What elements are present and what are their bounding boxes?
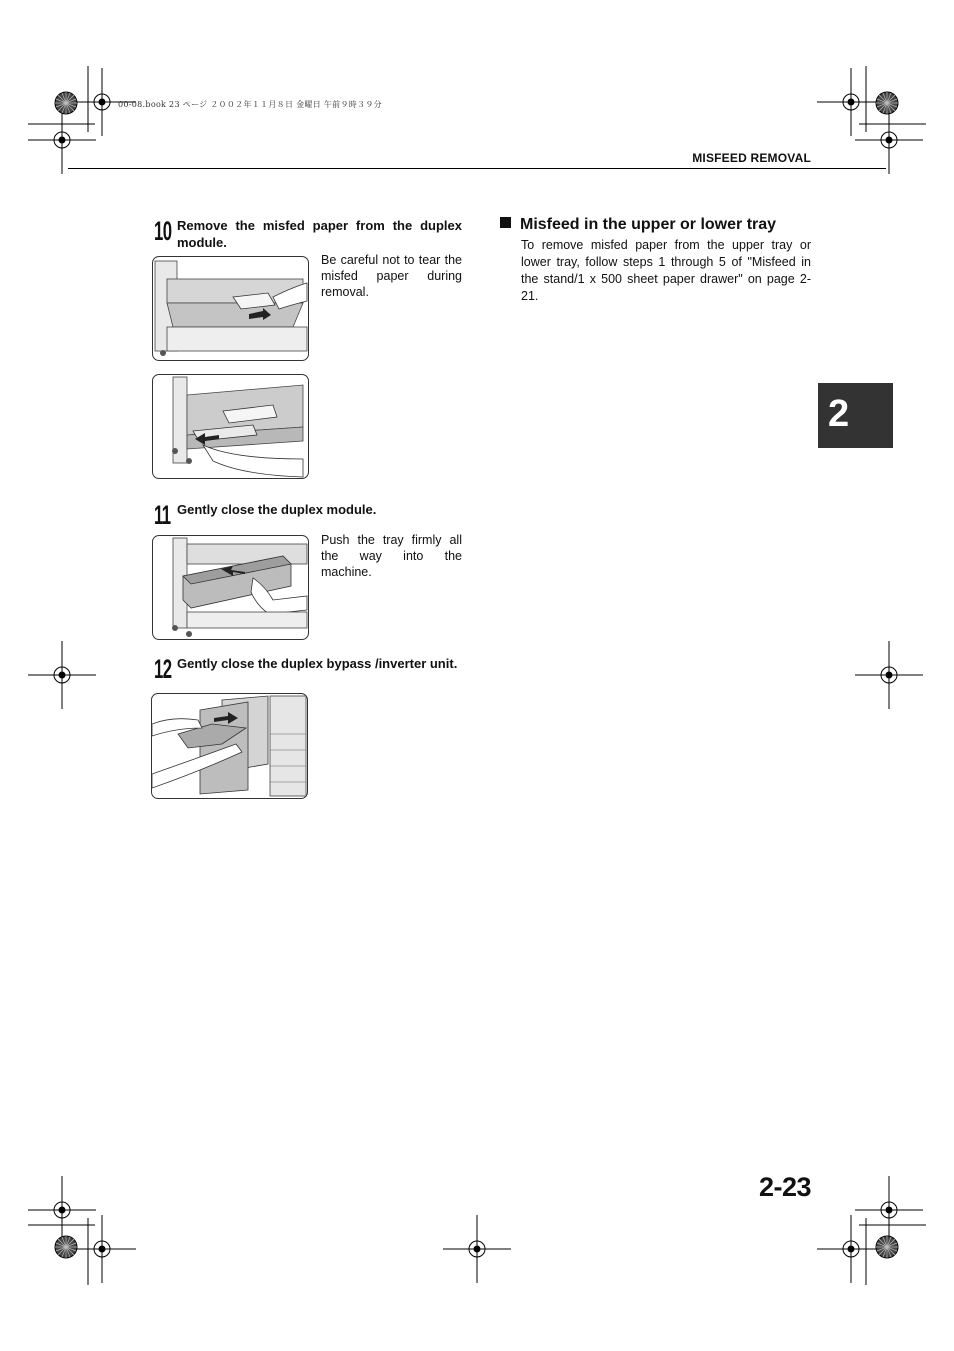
subsection-body: To remove misfed paper from the upper tray or lower tray, follow steps 1 through 5 of "Misfeed in the stand/1 x 500 sheet paper drawer" on page 2-21. (521, 238, 811, 303)
illustration-duplex-misfeed-2 (152, 374, 309, 479)
square-bullet-icon (500, 217, 511, 228)
section-title: MISFEED REMOVAL (692, 151, 811, 165)
print-info: 00-08.book 23 ページ ２００２年１１月８日 金曜日 午前９時３９分 (118, 100, 382, 109)
step-number: 10 (154, 216, 172, 246)
step-number: 12 (154, 654, 172, 684)
step-number: 11 (154, 500, 171, 530)
step-title: Gently close the duplex module. (177, 502, 377, 517)
illustration-close-duplex-module (152, 535, 309, 640)
chapter-number: 2 (828, 393, 850, 435)
page-number: 2-23 (758, 1172, 811, 1202)
step-note: Be careful not to tear the misfed paper during removal. (321, 253, 462, 299)
subsection-title: Misfeed in the upper or lower tray (520, 216, 777, 233)
subsection-heading (500, 216, 776, 234)
step-title: Remove the misfed paper from the duplex module. (177, 218, 462, 250)
illustration-close-bypass-inverter (151, 693, 308, 799)
step-title: Gently close the duplex bypass /inverter unit. (177, 656, 458, 671)
chapter-tab (818, 383, 893, 448)
header-rule (68, 168, 886, 169)
step-note: Push the tray firmly all the way into the machine. (321, 533, 462, 579)
illustration-duplex-misfeed-1 (152, 256, 309, 361)
